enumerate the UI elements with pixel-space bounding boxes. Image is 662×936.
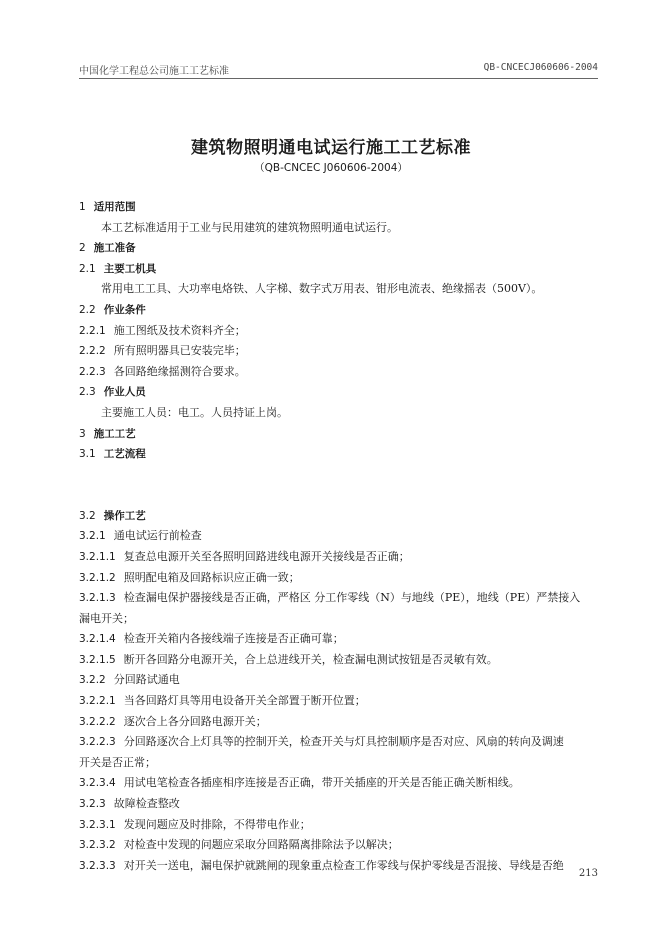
document-code: （QB-CNCEC J060606-2004） [254,162,408,174]
line-text: 分回路试通电 [113,673,180,687]
line-text: 作业条件 [103,303,146,316]
paragraph-line [79,670,598,691]
line-text: 分回路逐次合上灯具等的控制开关，检查开关与灯具控制顺序是否对应、风扇的转向及调速 [123,735,564,749]
section-heading [79,424,598,445]
section-heading [79,259,598,280]
section-heading [79,444,598,465]
line-text: 断开各回路分电源开关，合上总进线开关，检查漏电测试按钮是否灵敏有效。 [123,652,498,666]
section-number: 3.2.1.3 [79,592,116,605]
line-text: 通电试运行前检查 [113,529,202,543]
line-text: 开关是否正常； [79,755,156,769]
line-text: 作业人员 [103,386,146,399]
line-text: 检查开关箱内各接线端子连接是否正确可靠； [123,632,344,646]
line-text: 检查漏电保护器接线是否正确，严格区 分工作零线（N）与地线（PE），地线（PE）严禁接入 [123,591,581,605]
paragraph-line [79,856,598,877]
section-number: 3.1 [79,448,96,461]
paragraph-line [79,629,598,650]
line-text: 逐次合上各分回路电源开关； [123,714,267,728]
section-heading [79,197,598,218]
paragraph-line [79,650,598,671]
section-number: 3.2.1.4 [79,633,116,646]
section-number: 3.2.3.4 [79,777,116,790]
paragraph-line [79,732,598,753]
line-text: 漏电开关； [79,611,134,625]
paragraph-line [79,835,598,856]
line-text: 施工准备 [93,242,136,255]
running-header [79,62,598,79]
header-divider [79,78,598,79]
section-number: 3.2.3 [79,798,106,811]
section-number: 3.2.3.3 [79,859,116,872]
paragraph-line [79,609,598,630]
paragraph-line [79,362,598,383]
section-number: 3.2.2.2 [79,715,116,728]
line-text: 适用范围 [93,201,136,213]
line-text: 所有照明器具已安装完毕； [113,344,246,358]
line-text: 本工艺标准适用于工业与民用建筑的建筑物照明通电试运行。 [101,220,398,234]
section-number: 3 [79,427,86,440]
section-number: 2.2.2 [79,345,106,358]
paragraph-line [79,815,598,836]
section-heading [79,506,598,527]
line-text: 常用电工工具、大功率电烙铁、人字梯、数字式万用表、钳形电流表、绝缘摇表（500V）。 [101,282,543,296]
section-number: 2.1 [79,262,96,275]
paragraph-line [79,403,598,424]
section-number: 3.2.1.1 [79,550,116,563]
section-number: 2 [79,242,86,255]
page-number: 213 [578,868,598,879]
paragraph-line [79,753,598,774]
line-text: 照明配电箱及回路标识应正确一致； [123,570,300,584]
section-number: 2.3 [79,386,96,399]
section-number: 3.2.2 [79,674,106,687]
section-number: 3.2.3.1 [79,818,116,831]
section-number: 3.2.1 [79,530,106,543]
paragraph-line [79,568,598,589]
section-heading [79,238,598,259]
paragraph-line [79,279,598,300]
section-number: 2.2.1 [79,324,106,337]
paragraph-line [79,794,598,815]
line-text: 发现问题应及时排除，不得带电作业； [123,817,311,831]
line-text: 当各回路灯具等用电设备开关全部置于断开位置； [123,694,366,708]
line-text: 故障检查整改 [113,797,180,811]
section-number: 2.2 [79,303,96,316]
line-text: 用试电笔检查各插座相序连接是否正确，带开关插座的开关是否能正确关断相线。 [123,776,520,790]
section-number: 3.2.3.2 [79,839,116,852]
line-text: 施工工艺 [93,427,136,440]
section-number: 3.2.1.2 [79,571,116,584]
section-number: 1 [79,201,86,213]
line-text: 对开关一送电，漏电保护就跳闸的现象重点检查工作零线与保护零线是否混接、导线是否绝 [123,858,564,872]
section-number: 3.2.2.1 [79,695,116,708]
flowchart-placeholder [79,465,598,506]
line-text: 工艺流程 [103,448,146,461]
section-number: 3.2.2.3 [79,736,116,749]
paragraph-line [79,341,598,362]
line-text: 施工图纸及技术资料齐全； [113,323,246,337]
paragraph-line [79,321,598,342]
paragraph-line [79,218,598,239]
document-title: 建筑物照明通电试运行施工工艺标准 [191,138,471,158]
line-text: 操作工艺 [103,509,146,522]
line-text: 主要施工人员：电工。人员持证上岗。 [101,405,288,419]
section-number: 2.2.3 [79,365,106,378]
line-text: 对检查中发现的问题应采取分回路隔离排除法予以解决； [123,838,399,852]
paragraph-line [79,691,598,712]
section-heading [79,382,598,403]
paragraph-line [79,773,598,794]
document-body [79,197,598,876]
paragraph-line [79,712,598,733]
paragraph-line [79,588,598,609]
header-organization: 中国化学工程总公司施工工艺标准 [79,66,229,77]
paragraph-line [79,547,598,568]
paragraph-line [79,526,598,547]
header-standard-code: QB-CNCECJ060606-2004 [483,62,598,73]
section-number: 3.2 [79,509,96,522]
line-text: 主要工机具 [103,262,157,275]
section-heading [79,300,598,321]
section-number: 3.2.1.5 [79,653,116,666]
line-text: 各回路绝缘摇测符合要求。 [113,364,246,378]
line-text: 复查总电源开关至各照明回路进线电源开关接线是否正确； [123,549,410,563]
